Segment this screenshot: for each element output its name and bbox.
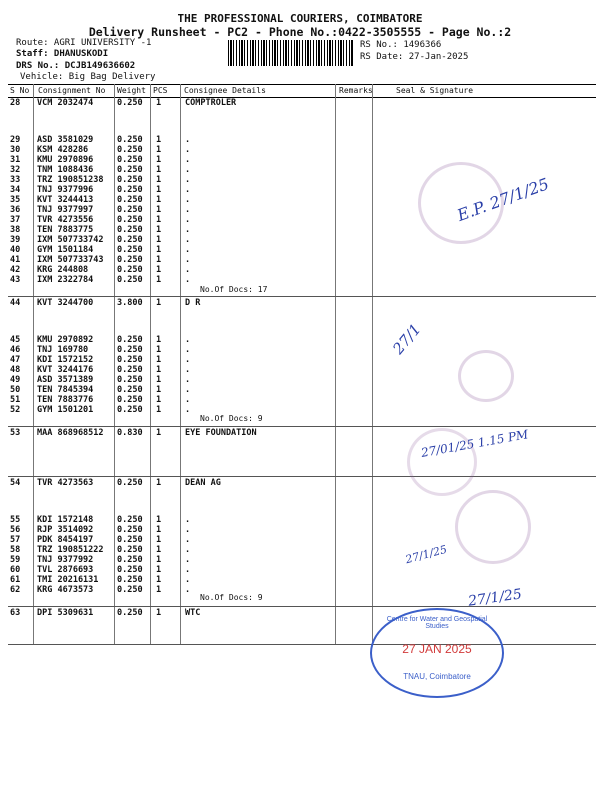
cell-consignee: . [185, 375, 191, 385]
cell-consignment: DPI 5309631 [37, 608, 94, 618]
cell-consignee: . [185, 205, 191, 215]
cell-consignment: TEN 7845394 [37, 385, 94, 395]
signature: 27/1 [389, 320, 425, 358]
cell-consignment: TVR 4273563 [37, 478, 94, 488]
cell-consignee: . [185, 385, 191, 395]
cell-weight: 0.250 [117, 365, 143, 375]
seal-impression [455, 490, 531, 564]
cell-pcs: 1 [156, 255, 162, 265]
doc-count: No.Of Docs: 9 [200, 414, 263, 423]
cell-consignee: . [185, 275, 191, 285]
cell-consignment: TRZ 190851222 [37, 545, 104, 555]
cell-consignment: TNJ 9377996 [37, 185, 94, 195]
cell-pcs: 1 [156, 98, 162, 108]
cell-pcs: 1 [156, 185, 162, 195]
cell-sno: 34 [10, 185, 21, 195]
cell-consignee: . [185, 345, 191, 355]
cell-weight: 0.250 [117, 155, 143, 165]
cell-pcs: 1 [156, 345, 162, 355]
doc-count: No.Of Docs: 9 [200, 593, 263, 602]
cell-pcs: 1 [156, 275, 162, 285]
cell-consignment: TNM 1088436 [37, 165, 94, 175]
cell-sno: 32 [10, 165, 21, 175]
vehicle-label: Vehicle: Big Bag Delivery [20, 72, 156, 82]
cell-weight: 0.250 [117, 225, 143, 235]
cell-weight: 0.250 [117, 145, 143, 155]
cell-pcs: 1 [156, 405, 162, 415]
cell-pcs: 1 [156, 515, 162, 525]
cell-consignment: KSM 428286 [37, 145, 89, 155]
cell-sno: 45 [10, 335, 21, 345]
cell-weight: 0.250 [117, 205, 143, 215]
cell-consignment: KVT 3244413 [37, 195, 94, 205]
cell-consignment: KMU 2970892 [37, 335, 94, 345]
cell-consignment: KVT 3244176 [37, 365, 94, 375]
cell-weight: 0.250 [117, 265, 143, 275]
cell-consignment: KDI 1572148 [37, 515, 94, 525]
cell-consignment: TNJ 9377992 [37, 555, 94, 565]
cell-pcs: 1 [156, 585, 162, 595]
cell-sno: 63 [10, 608, 21, 618]
cell-consignee: D R [185, 298, 201, 308]
cell-sno: 58 [10, 545, 21, 555]
column-divider [335, 84, 336, 644]
cell-weight: 0.250 [117, 608, 143, 618]
cell-sno: 55 [10, 515, 21, 525]
cell-pcs: 1 [156, 565, 162, 575]
cell-sno: 43 [10, 275, 21, 285]
cell-sno: 60 [10, 565, 21, 575]
cell-consignee: DEAN AG [185, 478, 221, 488]
cell-pcs: 1 [156, 145, 162, 155]
cell-consignment: TMI 20216131 [37, 575, 99, 585]
cell-weight: 0.250 [117, 385, 143, 395]
cell-weight: 0.250 [117, 565, 143, 575]
signature: 27/1/25 [404, 542, 449, 567]
barcode [228, 40, 354, 66]
cell-consignment: KRG 244808 [37, 265, 89, 275]
cell-pcs: 1 [156, 245, 162, 255]
signature: 27/1/25 [467, 586, 523, 610]
cell-consignee: . [185, 195, 191, 205]
staff-label: Staff: DHANUSKODI [16, 49, 109, 59]
cell-weight: 0.250 [117, 185, 143, 195]
cell-consignment: IXM 507733742 [37, 235, 104, 245]
cell-consignee: . [185, 245, 191, 255]
group-divider [8, 426, 596, 427]
cell-consignment: TNJ 9377997 [37, 205, 94, 215]
cell-sno: 47 [10, 355, 21, 365]
cell-sno: 56 [10, 525, 21, 535]
cell-consignment: RJP 3514092 [37, 525, 94, 535]
cell-consignee: . [185, 175, 191, 185]
cell-sno: 30 [10, 145, 21, 155]
column-divider [114, 84, 115, 644]
cell-consignment: TEN 7883775 [37, 225, 94, 235]
rs-number: RS No.: 1496366 [360, 40, 442, 50]
cell-pcs: 1 [156, 575, 162, 585]
cell-weight: 0.250 [117, 585, 143, 595]
cell-consignment: GYM 1501201 [37, 405, 94, 415]
table-header [8, 84, 596, 98]
group-divider [8, 476, 596, 477]
route-label: Route: AGRI UNIVERSITY -1 [16, 38, 152, 48]
cell-consignee: EYE FOUNDATION [185, 428, 257, 438]
cell-pcs: 1 [156, 608, 162, 618]
cell-consignment: KDI 1572152 [37, 355, 94, 365]
cell-sno: 52 [10, 405, 21, 415]
cell-pcs: 1 [156, 335, 162, 345]
cell-consignee: . [185, 225, 191, 235]
cell-weight: 0.250 [117, 195, 143, 205]
cell-consignee: . [185, 145, 191, 155]
cell-pcs: 1 [156, 235, 162, 245]
cell-pcs: 1 [156, 428, 162, 438]
cell-pcs: 1 [156, 175, 162, 185]
page-subtitle: Delivery Runsheet - PC2 - Phone No.:0422-3505555 - Page No.:2 [88, 25, 512, 39]
cell-consignment: ASD 3571389 [37, 375, 94, 385]
col-pcs: PCS [153, 86, 168, 95]
cell-sno: 40 [10, 245, 21, 255]
cell-sno: 62 [10, 585, 21, 595]
drs-number: DRS No.: DCJB149636602 [16, 61, 136, 71]
cell-pcs: 1 [156, 375, 162, 385]
col-sno: S No [10, 86, 30, 95]
group-divider [8, 296, 596, 297]
cell-weight: 0.250 [117, 215, 143, 225]
cell-sno: 36 [10, 205, 21, 215]
cell-sno: 28 [10, 98, 21, 108]
cell-pcs: 1 [156, 478, 162, 488]
cell-pcs: 1 [156, 225, 162, 235]
cell-consignee: . [185, 585, 191, 595]
cell-pcs: 1 [156, 195, 162, 205]
cell-consignment: GYM 1501184 [37, 245, 94, 255]
cell-sno: 44 [10, 298, 21, 308]
cell-weight: 0.250 [117, 395, 143, 405]
cell-consignee: . [185, 255, 191, 265]
cell-consignee: . [185, 565, 191, 575]
cell-consignee: . [185, 525, 191, 535]
cell-sno: 38 [10, 225, 21, 235]
cell-weight: 0.250 [117, 165, 143, 175]
cell-consignment: KRG 4673573 [37, 585, 94, 595]
cell-sno: 51 [10, 395, 21, 405]
group-divider [8, 606, 596, 607]
cell-consignee: . [185, 185, 191, 195]
rs-date: RS Date: 27-Jan-2025 [360, 52, 469, 62]
cell-weight: 0.250 [117, 375, 143, 385]
cell-consignment: ASD 3581029 [37, 135, 94, 145]
cell-consignment: TRZ 190851238 [37, 175, 104, 185]
cell-consignment: TEN 7883776 [37, 395, 94, 405]
cell-sno: 49 [10, 375, 21, 385]
column-divider [33, 84, 34, 644]
cell-pcs: 1 [156, 215, 162, 225]
group-divider [8, 644, 596, 645]
cell-sno: 61 [10, 575, 21, 585]
cell-weight: 0.250 [117, 355, 143, 365]
cell-sno: 39 [10, 235, 21, 245]
institution-stamp [370, 608, 504, 698]
cell-consignee: . [185, 335, 191, 345]
cell-consignment: VCM 2032474 [37, 98, 94, 108]
doc-count: No.Of Docs: 17 [200, 285, 268, 294]
cell-pcs: 1 [156, 155, 162, 165]
signature: 27/01/25 1.15 PM [419, 427, 530, 460]
cell-weight: 0.250 [117, 135, 143, 145]
cell-consignee: WTC [185, 608, 201, 618]
cell-consignee: . [185, 135, 191, 145]
cell-weight: 0.250 [117, 555, 143, 565]
cell-weight: 0.250 [117, 175, 143, 185]
cell-pcs: 1 [156, 135, 162, 145]
column-divider [180, 84, 181, 644]
seal-impression [458, 350, 514, 402]
cell-sno: 37 [10, 215, 21, 225]
cell-consignment: MAA 868968512 [37, 428, 104, 438]
cell-consignee: . [185, 155, 191, 165]
cell-consignee: . [185, 545, 191, 555]
cell-weight: 0.250 [117, 255, 143, 265]
cell-consignee: . [185, 515, 191, 525]
cell-weight: 3.800 [117, 298, 143, 308]
cell-weight: 0.250 [117, 478, 143, 488]
col-consignment: Consignment No [38, 86, 106, 95]
cell-sno: 42 [10, 265, 21, 275]
col-remarks: Remarks [339, 86, 373, 95]
col-weight: Weight [117, 86, 146, 95]
cell-weight: 0.250 [117, 275, 143, 285]
cell-consignee: . [185, 355, 191, 365]
cell-sno: 41 [10, 255, 21, 265]
cell-pcs: 1 [156, 165, 162, 175]
cell-consignee: . [185, 165, 191, 175]
cell-consignment: KVT 3244700 [37, 298, 94, 308]
cell-pcs: 1 [156, 395, 162, 405]
cell-sno: 46 [10, 345, 21, 355]
cell-consignee: COMPTROLER [185, 98, 237, 108]
cell-weight: 0.250 [117, 98, 143, 108]
cell-pcs: 1 [156, 555, 162, 565]
cell-weight: 0.250 [117, 525, 143, 535]
cell-sno: 48 [10, 365, 21, 375]
cell-consignment: KMU 2970896 [37, 155, 94, 165]
cell-weight: 0.250 [117, 335, 143, 345]
cell-consignee: . [185, 535, 191, 545]
page-title: THE PROFESSIONAL COURIERS, COIMBATORE [177, 12, 423, 25]
cell-weight: 0.250 [117, 345, 143, 355]
cell-consignment: IXM 507733743 [37, 255, 104, 265]
cell-pcs: 1 [156, 385, 162, 395]
cell-sno: 31 [10, 155, 21, 165]
col-consignee: Consignee Details [184, 86, 266, 95]
cell-consignment: PDK 8454197 [37, 535, 94, 545]
cell-consignee: . [185, 555, 191, 565]
cell-consignment: TNJ 169780 [37, 345, 89, 355]
cell-sno: 29 [10, 135, 21, 145]
stamp-bottom-text: TNAU, Coimbatore [403, 672, 471, 681]
cell-sno: 57 [10, 535, 21, 545]
cell-pcs: 1 [156, 355, 162, 365]
column-divider [150, 84, 151, 644]
cell-weight: 0.250 [117, 575, 143, 585]
cell-consignee: . [185, 365, 191, 375]
cell-sno: 33 [10, 175, 21, 185]
cell-sno: 59 [10, 555, 21, 565]
cell-weight: 0.250 [117, 535, 143, 545]
cell-sno: 53 [10, 428, 21, 438]
signature: E.P. 27/1/25 [454, 174, 552, 225]
cell-pcs: 1 [156, 525, 162, 535]
cell-pcs: 1 [156, 298, 162, 308]
cell-sno: 50 [10, 385, 21, 395]
cell-consignee: . [185, 235, 191, 245]
cell-consignee: . [185, 395, 191, 405]
cell-pcs: 1 [156, 265, 162, 275]
col-seal: Seal & Signature [396, 86, 474, 95]
cell-weight: 0.250 [117, 235, 143, 245]
column-divider [372, 84, 373, 644]
cell-pcs: 1 [156, 545, 162, 555]
cell-weight: 0.250 [117, 515, 143, 525]
cell-weight: 0.250 [117, 545, 143, 555]
cell-consignment: TVL 2876693 [37, 565, 94, 575]
cell-weight: 0.830 [117, 428, 143, 438]
cell-weight: 0.250 [117, 245, 143, 255]
stamp-date: 27 JAN 2025 [402, 642, 472, 656]
cell-pcs: 1 [156, 365, 162, 375]
cell-consignment: IXM 2322784 [37, 275, 94, 285]
cell-sno: 54 [10, 478, 21, 488]
cell-sno: 35 [10, 195, 21, 205]
cell-consignment: TVR 4273556 [37, 215, 94, 225]
cell-pcs: 1 [156, 205, 162, 215]
cell-consignee: . [185, 405, 191, 415]
cell-consignee: . [185, 575, 191, 585]
stamp-ring-text: Centre for Water and Geospatial Studies [386, 616, 488, 630]
cell-pcs: 1 [156, 535, 162, 545]
cell-consignee: . [185, 215, 191, 225]
cell-consignee: . [185, 265, 191, 275]
cell-weight: 0.250 [117, 405, 143, 415]
